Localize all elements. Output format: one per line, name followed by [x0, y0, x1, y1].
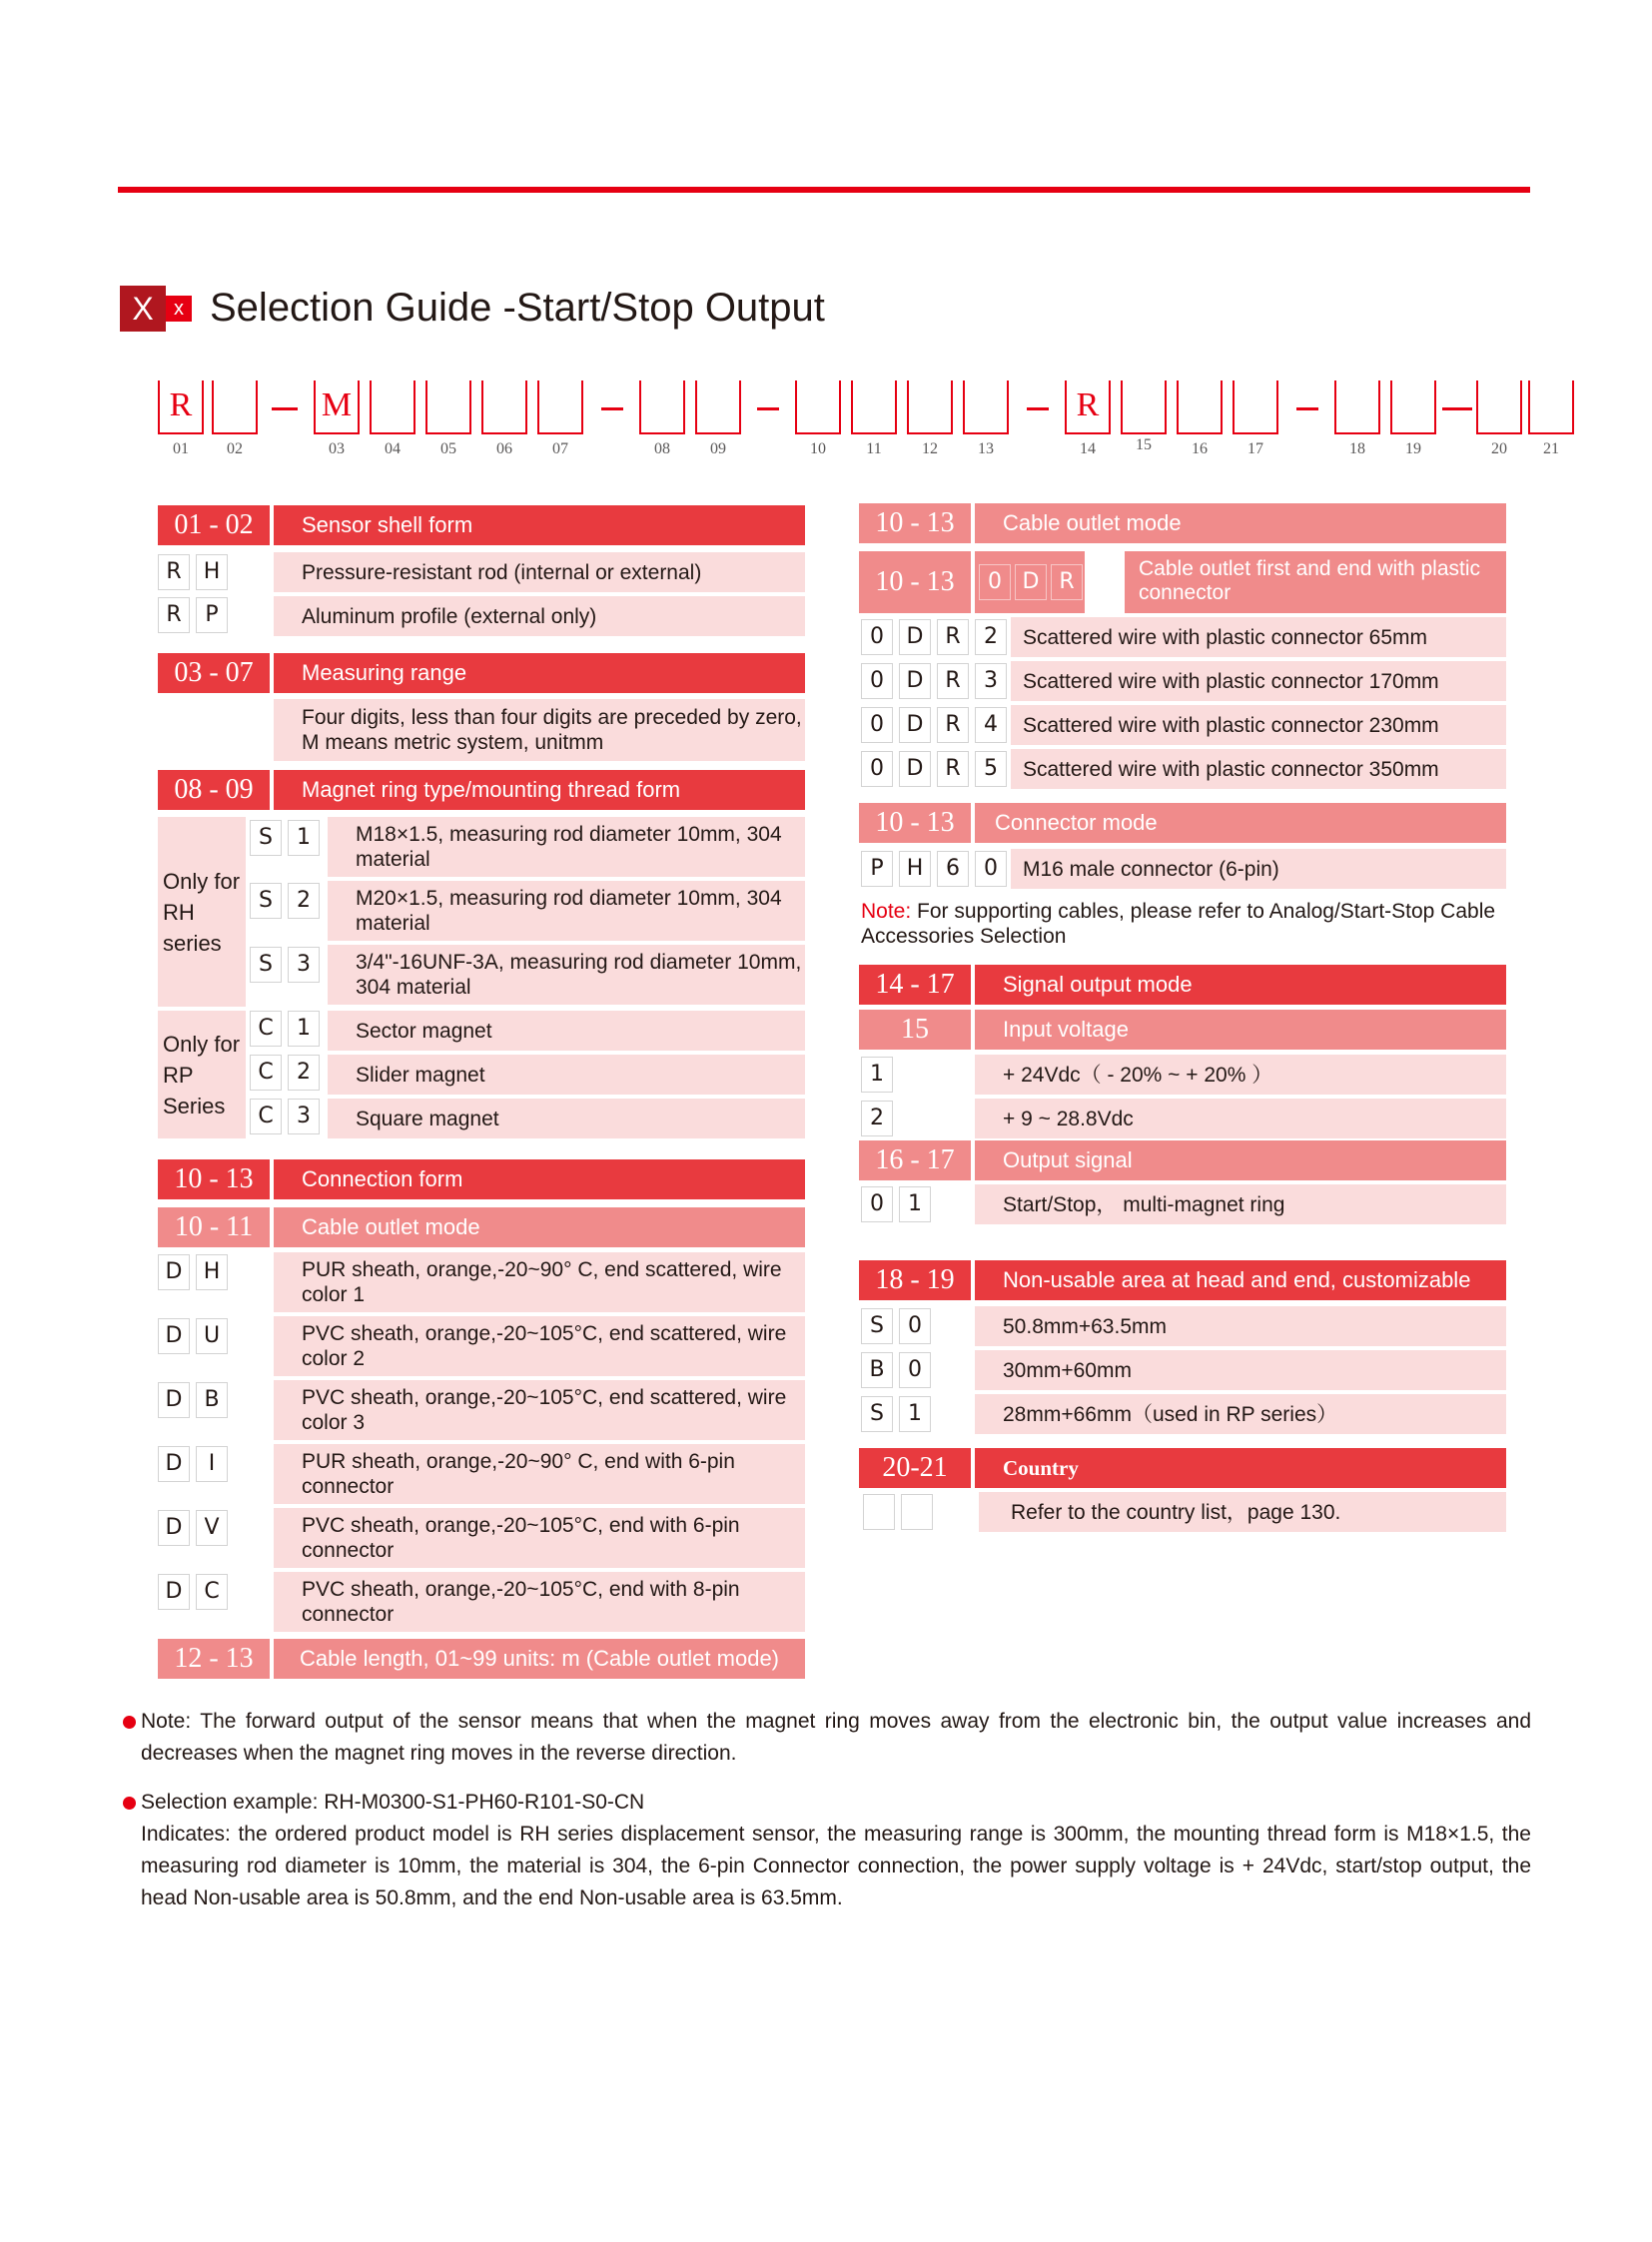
option-description: Scattered wire with plastic connector 65mm: [1011, 617, 1506, 657]
code-chip: H: [196, 554, 228, 590]
code-position: 12: [922, 440, 938, 457]
option-description: M16 male connector (6-pin): [1011, 849, 1506, 889]
code-box-16: [1177, 380, 1223, 434]
code-chip: D: [899, 751, 931, 787]
code-chip: I: [196, 1446, 228, 1482]
code-chip: V: [196, 1510, 228, 1546]
code-box-18: [1334, 380, 1380, 434]
code-chip: 0: [861, 707, 893, 743]
code-position: 11: [866, 440, 882, 457]
logo-mark: X: [120, 286, 166, 332]
option-description: 30mm+60mm: [975, 1350, 1506, 1390]
code-chip: D: [158, 1318, 190, 1354]
selection-example: Selection example: RH-M0300-S1-PH60-R101-S0-CN: [141, 1791, 645, 1814]
code-chip: 1: [288, 1011, 320, 1047]
code-chip: S: [250, 820, 282, 856]
forward-output-note: Note: The forward output of the sensor means that when the magnet ring moves away from the electronic bin, the output value increases and decreases when the magnet ring moves in the reverse direction.: [141, 1710, 1531, 1765]
code-position: 13: [978, 440, 994, 457]
code-chip: C: [196, 1574, 228, 1610]
code-chip: H: [196, 1254, 228, 1290]
code-box-20: [1476, 380, 1522, 434]
code-chip: D: [158, 1382, 190, 1418]
code-chip: 2: [861, 1101, 893, 1136]
selection-example-text: Indicates: the ordered product model is RH series displacement sensor, the measuring range is 300mm, the mounting thread form is M18×1.5, the measuring rod diameter is 10mm, the material is 304, the 6-pin Connector connection, the power supply voltage is + 24Vdc, start/stop output, the head Non-usable area is 50.8mm, and the end Non-usable area is 63.5mm.: [141, 1823, 1531, 1909]
code-position: 15: [1136, 436, 1152, 453]
top-rule: [118, 187, 1530, 193]
code-chip: 0: [979, 564, 1011, 600]
page-title: Selection Guide -Start/Stop Output: [210, 286, 825, 330]
group-label-rh: Only for RH series: [158, 817, 246, 1007]
code-box-02: [212, 380, 258, 434]
code-position: 08: [654, 440, 670, 457]
option-description: Aluminum profile (external only): [274, 596, 805, 636]
option-description: + 24Vdc（ - 20% ~ + 20% ）: [975, 1055, 1506, 1095]
code-position: 16: [1192, 440, 1208, 457]
code-position: 09: [710, 440, 726, 457]
logo-mark-small: x: [166, 296, 192, 322]
code-chip: 2: [975, 619, 1007, 655]
code-chip: 3: [288, 1099, 320, 1134]
option-description: PVC sheath, orange,-20~105°C, end with 6-pin connector: [274, 1508, 805, 1568]
group-label-rp: Only for RP Series: [158, 1011, 246, 1138]
code-chip: R: [937, 663, 969, 699]
code-chip: D: [158, 1574, 190, 1610]
section-code: 16 - 17: [859, 1140, 971, 1180]
code-chip: 0: [899, 1308, 931, 1344]
code-position: 07: [552, 440, 568, 457]
section-code: 01 - 02: [158, 505, 270, 545]
option-description: PUR sheath, orange,-20~90° C, end with 6-pin connector: [274, 1444, 805, 1504]
code-chip: D: [1015, 564, 1047, 600]
code-box-09: [695, 380, 741, 434]
option-description: PVC sheath, orange,-20~105°C, end with 8-pin connector: [274, 1572, 805, 1632]
section-code: 03 - 07: [158, 653, 270, 693]
code-box-04: [370, 380, 415, 434]
code-chip: D: [899, 707, 931, 743]
option-description: Refer to the country list，page 130.: [979, 1492, 1506, 1532]
code-chip: 3: [288, 947, 320, 983]
code-chip: 6: [937, 851, 969, 887]
code-box-01: R: [158, 380, 204, 434]
code-chip: C: [250, 1055, 282, 1091]
code-chip: P: [861, 851, 893, 887]
code-chip: D: [158, 1510, 190, 1546]
code-box-03: M: [314, 380, 360, 434]
code-position: 06: [496, 440, 512, 457]
section-title: Country: [975, 1448, 1506, 1488]
code-chip: C: [250, 1099, 282, 1134]
section-code: 18 - 19: [859, 1260, 971, 1300]
option-description: Square magnet: [328, 1099, 805, 1138]
section-title: Output signal: [975, 1140, 1506, 1180]
section-code: 08 - 09: [158, 770, 270, 810]
code-chip: U: [196, 1318, 228, 1354]
code-chip: 5: [975, 751, 1007, 787]
code-position: 10: [810, 440, 826, 457]
section-code: 15: [859, 1010, 971, 1050]
section-title: Cable length, 01~99 units: m (Cable outlet mode): [274, 1639, 805, 1679]
option-description: 28mm+66mm（used in RP series）: [975, 1394, 1506, 1434]
code-box-14: R: [1065, 380, 1111, 434]
note-text: For supporting cables, please refer to Analog/Start-Stop Cable Accessories Selection: [861, 900, 1496, 948]
section-code: 10 - 13: [859, 551, 971, 613]
code-chip: S: [861, 1396, 893, 1432]
code-chip: 2: [288, 883, 320, 919]
code-box-17: [1233, 380, 1278, 434]
code-box-07: [537, 380, 583, 434]
code-position: 04: [385, 440, 401, 457]
code-chip: D: [899, 663, 931, 699]
code-chip: S: [250, 883, 282, 919]
code-chip: 2: [288, 1055, 320, 1091]
code-chip: 0: [861, 663, 893, 699]
code-chip: S: [861, 1308, 893, 1344]
code-chip: R: [1051, 564, 1083, 600]
code-box-05: [425, 380, 471, 434]
code-dash: [601, 407, 623, 410]
section-title: Sensor shell form: [274, 505, 805, 545]
code-chip: 0: [861, 619, 893, 655]
code-dash: [1027, 407, 1049, 410]
connector-note: [861, 899, 1500, 949]
code-chip: S: [250, 947, 282, 983]
section-title: Cable outlet first and end with plastic connector: [1125, 551, 1506, 613]
section-title: Connector mode: [975, 803, 1506, 843]
option-description: Start/Stop， multi-magnet ring: [975, 1184, 1506, 1224]
option-description: Scattered wire with plastic connector 230mm: [1011, 705, 1506, 745]
code-chip: 0: [861, 1186, 893, 1222]
section-title: Non-usable area at head and end, customizable: [975, 1260, 1506, 1300]
code-box-11: [851, 380, 897, 434]
code-position: 03: [329, 440, 345, 457]
option-description: Scattered wire with plastic connector 170mm: [1011, 661, 1506, 701]
code-box-15: [1121, 380, 1167, 434]
code-chip: D: [158, 1254, 190, 1290]
code-box-06: [481, 380, 527, 434]
code-box-21: [1528, 380, 1574, 434]
code-chip: 0: [861, 751, 893, 787]
bullet-icon: [123, 1716, 136, 1729]
code-chip: C: [250, 1011, 282, 1047]
code-chip-empty: [863, 1494, 895, 1530]
code-chip: D: [899, 619, 931, 655]
section-code: 10 - 13: [158, 1159, 270, 1199]
code-position: 17: [1247, 440, 1263, 457]
code-position: 21: [1543, 440, 1559, 457]
option-description: PVC sheath, orange,-20~105°C, end scattered, wire color 2: [274, 1316, 805, 1376]
code-chip: 0: [899, 1352, 931, 1388]
section-title: Cable outlet mode: [975, 503, 1506, 543]
option-description: Sector magnet: [328, 1011, 805, 1051]
section-title: Measuring range: [274, 653, 805, 693]
code-chip: R: [937, 707, 969, 743]
option-description: 50.8mm+63.5mm: [975, 1306, 1506, 1346]
code-chip: R: [937, 751, 969, 787]
section-title: Magnet ring type/mounting thread form: [274, 770, 805, 810]
code-chip: R: [937, 619, 969, 655]
option-description: Pressure-resistant rod (internal or external): [274, 552, 805, 592]
code-chip: R: [158, 597, 190, 633]
section-code: 20-21: [859, 1448, 971, 1488]
option-description: PVC sheath, orange,-20~105°C, end scattered, wire color 3: [274, 1380, 805, 1440]
code-dash: [272, 407, 298, 410]
code-box-10: [795, 380, 841, 434]
code-box-08: [639, 380, 685, 434]
code-position: 02: [227, 440, 243, 457]
option-description: Four digits, less than four digits are preceded by zero, M means metric system, unitmm: [274, 699, 805, 761]
code-chip: 3: [975, 663, 1007, 699]
code-chip: P: [196, 597, 228, 633]
code-chip: 1: [861, 1057, 893, 1093]
section-code: 10 - 13: [859, 503, 971, 543]
code-chip: R: [158, 554, 190, 590]
section-title: Signal output mode: [975, 965, 1506, 1005]
code-position: 18: [1349, 440, 1365, 457]
code-chip: 1: [899, 1396, 931, 1432]
section-title: Connection form: [274, 1159, 805, 1199]
option-description: Scattered wire with plastic connector 350mm: [1011, 749, 1506, 789]
code-chip: 1: [899, 1186, 931, 1222]
code-chip: 0: [975, 851, 1007, 887]
code-position: 05: [440, 440, 456, 457]
note-label: Note:: [861, 900, 912, 923]
code-chip: H: [899, 851, 931, 887]
code-dash: [1296, 407, 1318, 410]
option-description: M18×1.5, measuring rod diameter 10mm, 304 material: [328, 817, 805, 877]
bullet-icon: [123, 1797, 136, 1810]
option-description: M20×1.5, measuring rod diameter 10mm, 304 material: [328, 881, 805, 941]
section-code: 12 - 13: [158, 1639, 270, 1679]
code-dash: [1442, 407, 1472, 410]
code-chip: B: [861, 1352, 893, 1388]
code-chip: 1: [288, 820, 320, 856]
section-title: Cable outlet mode: [274, 1207, 805, 1247]
option-description: + 9 ~ 28.8Vdc: [975, 1099, 1506, 1138]
code-position: 20: [1491, 440, 1507, 457]
code-chip: D: [158, 1446, 190, 1482]
code-position: 14: [1080, 440, 1096, 457]
option-description: 3/4"-16UNF-3A, measuring rod diameter 10mm, 304 material: [328, 945, 805, 1005]
code-dash: [757, 407, 779, 410]
option-description: Slider magnet: [328, 1055, 805, 1095]
code-box-13: [963, 380, 1009, 434]
section-title: Input voltage: [975, 1010, 1506, 1050]
section-code: 10 - 13: [859, 803, 971, 843]
section-code: 14 - 17: [859, 965, 971, 1005]
code-box-12: [907, 380, 953, 434]
code-position: 01: [173, 440, 189, 457]
code-position: 19: [1405, 440, 1421, 457]
code-box-19: [1390, 380, 1436, 434]
code-chip: B: [196, 1382, 228, 1418]
code-chip: 4: [975, 707, 1007, 743]
code-chip-empty: [901, 1494, 933, 1530]
section-code: 10 - 11: [158, 1207, 270, 1247]
option-description: PUR sheath, orange,-20~90° C, end scattered, wire color 1: [274, 1252, 805, 1312]
